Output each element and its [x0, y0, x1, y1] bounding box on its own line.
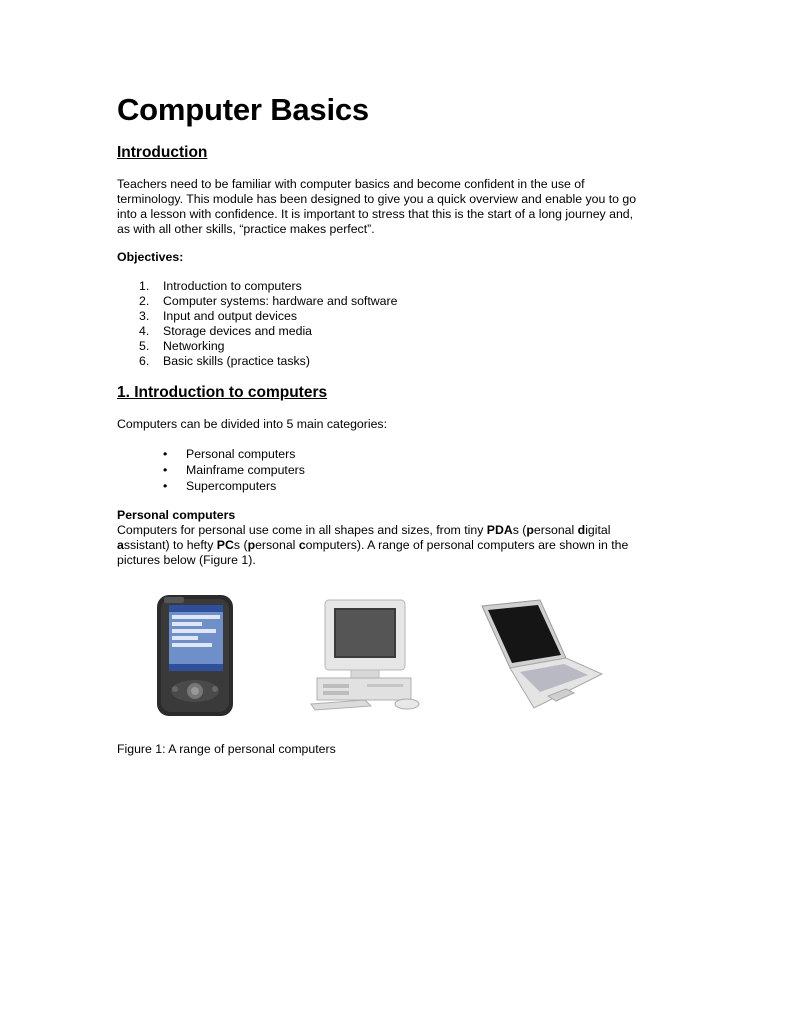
pda-image — [155, 593, 235, 718]
figure-caption: Figure 1: A range of personal computers — [117, 742, 336, 756]
laptop-image — [476, 598, 606, 714]
list-item: 2. Computer systems: hardware and software — [139, 294, 398, 308]
objectives-label: Objectives: — [117, 250, 184, 264]
intro-line: Teachers need to be familiar with computer basics and become confident in the use of — [117, 177, 585, 191]
section1-heading: 1. Introduction to computers — [117, 384, 328, 401]
intro-heading: Introduction — [117, 144, 208, 161]
list-item: • Personal computers — [117, 447, 305, 463]
section1-lead: Computers can be divided into 5 main categories: — [117, 417, 387, 431]
categories-list — [117, 447, 305, 494]
intro-paragraph — [117, 177, 677, 237]
list-item: 1. Introduction to computers — [139, 279, 302, 293]
objectives-list — [117, 279, 397, 369]
desktop-pc-image — [307, 596, 427, 712]
personal-line: assistant) to hefty PCs (personal computers). A range of personal computers are shown in the — [117, 538, 629, 552]
document-title: Computer Basics — [117, 92, 369, 127]
intro-line: as with all other skills, “practice makes perfect”. — [117, 222, 375, 236]
list-item: • Mainframe computers — [117, 463, 305, 479]
list-item: 3. Input and output devices — [139, 309, 297, 323]
intro-line: terminology. This module has been designed to give you a quick overview and enable you to go — [117, 192, 637, 206]
list-item: 6. Basic skills (practice tasks) — [139, 354, 310, 368]
intro-line: into a lesson with confidence. It is important to stress that this is the start of a long journey and, — [117, 207, 634, 221]
personal-line: Computers for personal use come in all shapes and sizes, from tiny PDAs (personal digital — [117, 523, 611, 537]
personal-paragraph — [117, 523, 677, 568]
list-item: 4. Storage devices and media — [139, 324, 313, 338]
list-item: • Supercomputers — [117, 479, 305, 495]
list-item: 5. Networking — [139, 339, 225, 353]
personal-heading: Personal computers — [117, 508, 236, 522]
personal-line: pictures below (Figure 1). — [117, 553, 256, 567]
